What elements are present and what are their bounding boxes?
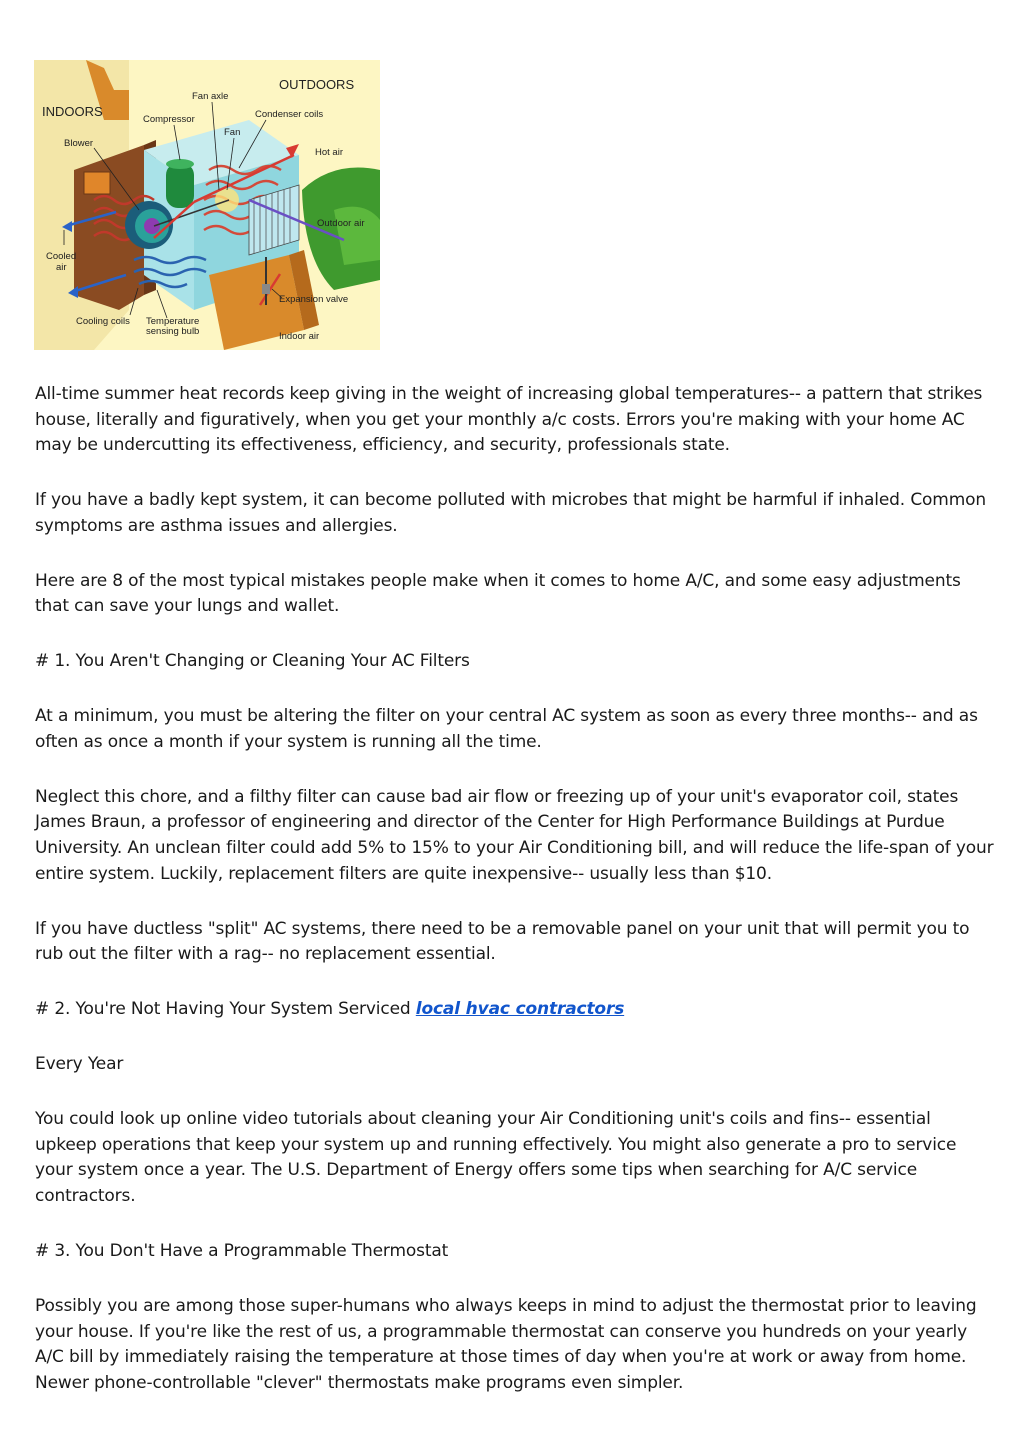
paragraph-every-year: Every Year [35, 1054, 124, 1075]
label-fan: Fan [224, 127, 241, 138]
label-cooling-coils: Cooling coils [76, 316, 130, 327]
label-fan-axle: Fan axle [192, 91, 229, 102]
label-indoors: INDOORS [42, 104, 103, 119]
label-temp-bulb-1: Temperature [146, 316, 200, 327]
hvac-contractors-link[interactable]: local hvac contractors [415, 999, 625, 1020]
label-blower: Blower [64, 138, 94, 149]
paragraph-mistakes-overview: Here are 8 of the most typical mistakes people make when it comes to home A/C, and some easy adjustments that can save your lungs and wallet. [35, 570, 961, 617]
label-outdoors: OUTDOORS [279, 77, 355, 92]
heading-mistake-2 [35, 997, 995, 1023]
heading-mistake-2-text: # 2. You're Not Having Your System Serviced [35, 999, 416, 1020]
ac-diagram-drawing [34, 60, 380, 350]
paragraph-service: You could look up online video tutorials about cleaning your Air Conditioning unit's coils and fins-- essential upkeep operations that keep your system up and running effectively. You might also generate a pro to service your system once a year. The U.S. Department of Energy offers some tips when searching for A/C service contractors. [35, 1109, 957, 1206]
label-compressor: Compressor [143, 114, 195, 125]
paragraph-thermostat: Possibly you are among those super-humans who always keeps in mind to adjust the thermostat prior to leaving your house. If you're like the rest of us, a programmable thermostat can conserve you hundreds on your yearly A/C bill by immediately raising the temperature at those times of day when you're at work or away from home. Newer phone-controllable "clever" thermostats make programs even simpler. [35, 1295, 977, 1393]
label-outdoor-air: Outdoor air [317, 218, 365, 229]
label-cooled-air-1: Cooled [46, 251, 77, 262]
label-condenser-coils: Condenser coils [255, 109, 324, 120]
label-indoor-air: Indoor air [279, 331, 320, 342]
label-cooled-air-2: air [56, 262, 67, 273]
paragraph-filter-neglect: Neglect this chore, and a filthy filter can cause bad air flow or freezing up of your unit's evaporator coil, states James Braun, a professor of engineering and director of the Center for High Performance Buildings at Purdue University. An unclean filter could add 5% to 15% to your Air Conditioning bill, and will reduce the life-span of your entire system. Luckily, replacement filters are quite inexpensive-- usually less than $10. [35, 786, 994, 884]
paragraph-intro: All-time summer heat records keep giving in the weight of increasing global temperatures-- a pattern that strikes house, literally and figuratively, when you get your monthly a/c costs. Errors you're making with your home AC may be undercutting its effectiveness, efficiency, and security, professionals state. [35, 384, 983, 456]
paragraph-filter-frequency: At a minimum, you must be altering the filter on your central AC system as soon as every three months-- and as often as once a month if your system is running all the time. [35, 706, 978, 752]
label-hot-air: Hot air [315, 147, 343, 158]
label-expansion-valve: Expansion valve [279, 294, 349, 305]
heading-mistake-1: # 1. You Aren't Changing or Cleaning Your AC Filters [35, 651, 470, 672]
label-temp-bulb-2: sensing bulb [146, 326, 200, 337]
article-body [35, 382, 995, 1426]
thermostat-drawing [84, 172, 110, 194]
compressor-drawing [166, 163, 194, 208]
heading-mistake-3: # 3. You Don't Have a Programmable Thermostat [35, 1240, 449, 1261]
ac-diagram [34, 60, 380, 350]
paragraph-microbes: If you have a badly kept system, it can become polluted with microbes that might be harmful if inhaled. Common symptoms are asthma issues and allergies. [35, 490, 986, 536]
paragraph-ductless: If you have ductless "split" AC systems, there need to be a removable panel on your unit that will permit you to rub out the filter with a rag-- no replacement essential. [35, 918, 970, 965]
